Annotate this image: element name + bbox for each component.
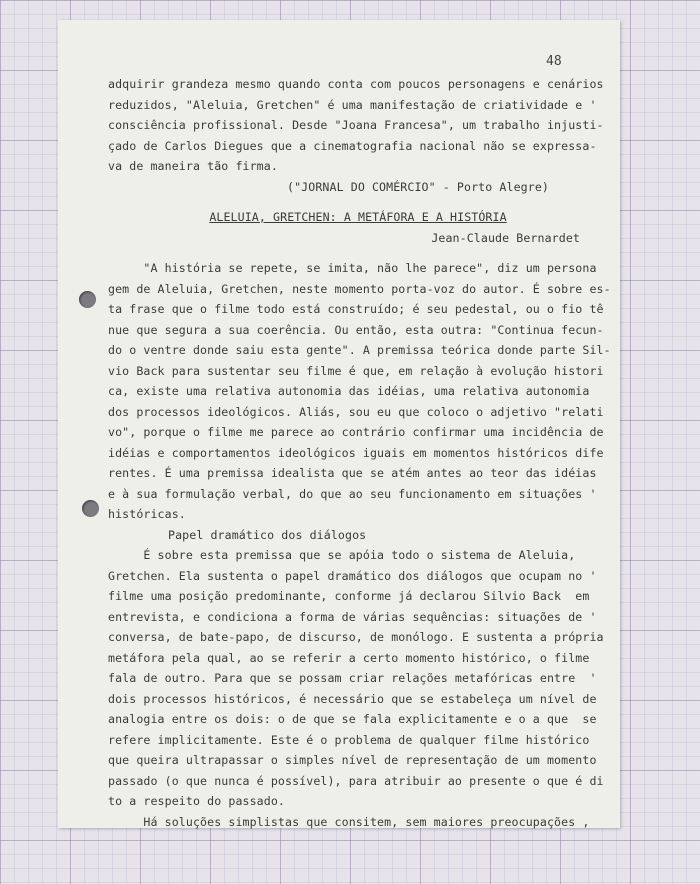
- text-line: reduzidos, "Aleluia, Gretchen" é uma manifestação de criatividade e ': [108, 97, 597, 112]
- text-line: entrevista, e condiciona a forma de várias sequências: situações de ': [108, 609, 597, 624]
- text-line: rentes. É uma premissa idealista que se atém antes ao teor das idéias: [108, 466, 597, 480]
- text-line: passado (o que nunca é possível), para atribuir ao presente o que é di: [108, 773, 604, 788]
- text-line: e à sua formulação verbal, do que ao seu funcionamento em situações ': [108, 486, 597, 501]
- text-line: dos processos ideológicos. Aliás, sou eu que coloco o adjetivo "relati: [108, 404, 604, 419]
- text-line: É sobre esta premissa que se apóia todo o sistema de Aleluia,: [108, 548, 576, 562]
- text-line: va de maneira tão firma.: [108, 159, 278, 173]
- text-line: nue que segura a sua coerência. Ou então, esta outra: "Continua fecun-: [108, 322, 604, 337]
- typewritten-page: [58, 20, 620, 828]
- article-title: ALELUIA, GRETCHEN: A METÁFORA E A HISTÓRIA: [209, 210, 507, 224]
- text-line: dois processos históricos, é necessário que se estabeleça um nível de: [108, 691, 597, 706]
- subheading: Papel dramático dos diálogos: [168, 527, 367, 542]
- text-line: ca, existe uma relativa autonomia das idéias, uma relativa autonomia: [108, 384, 590, 398]
- text-line: fala de outro. Para que se possam criar relações metafóricas entre ': [108, 671, 597, 685]
- text-line: que queira ultrapassar o simples nível de representação de um momento: [108, 753, 597, 767]
- text-line: ta frase que o filme todo está construído; é seu pedestal, ou o fio tê: [108, 302, 604, 316]
- paragraph-4: [108, 812, 608, 833]
- text-line: gem de Aleluia, Gretchen, neste momento porta-voz do autor. É sobre es-: [108, 281, 611, 296]
- punch-hole: [82, 500, 99, 517]
- text-line: vio Back para sustentar seu filme é que, em relação à evolução histori: [108, 363, 604, 378]
- text-line: Há soluções simplistas que consitem, sem maiores preocupações ,: [108, 814, 590, 829]
- paragraph-1: [108, 74, 608, 177]
- text-line: analogia entre os dois: o de que se fala explicitamente e o a que se: [108, 712, 597, 726]
- text-line: históricas.: [108, 507, 186, 521]
- text-line: consciência profissional. Desde "Joana Francesa", um trabalho injusti-: [108, 118, 604, 132]
- text-line: conversa, de bate-papo, de discurso, de monólogo. E sustenta a própria: [108, 630, 604, 644]
- author-name: Jean-Claude Bernardet: [431, 230, 580, 245]
- text-line: "A história se repete, se imita, não lhe parece", diz um persona: [108, 261, 597, 275]
- text-line: Gretchen. Ela sustenta o papel dramático dos diálogos que ocupam no ': [108, 568, 597, 583]
- paragraph-3: [108, 545, 608, 812]
- text-line: do o ventre donde saiu esta gente". A premissa teórica donde parte Sil-: [108, 343, 611, 357]
- text-line: metáfora pela qual, ao se referir a certo momento histórico, o filme: [108, 650, 590, 665]
- text-line: idéias e comportamentos ideológicos iguais em momentos históricos dife: [108, 445, 604, 460]
- text-line: to a respeito do passado.: [108, 794, 286, 808]
- text-line: vo", porque o filme me parece ao contrário confirmar uma incidência de: [108, 425, 604, 439]
- page-text: [108, 74, 611, 832]
- source-citation: ("JORNAL DO COMÉRCIO" - Porto Alegre): [287, 179, 549, 194]
- text-line: filme uma posição predominante, conforme já declarou Silvio Back em: [108, 589, 590, 603]
- text-line: çado de Carlos Diegues que a cinematografia nacional não se expressa-: [108, 138, 597, 153]
- page-number: 48: [546, 54, 562, 69]
- text-line: refere implicitamente. Este é o problema de qualquer filme histórico: [108, 732, 590, 747]
- paragraph-2: [108, 258, 611, 525]
- text-line: adquirir grandeza mesmo quando conta com poucos personagens e cenários: [108, 77, 604, 91]
- punch-hole: [79, 291, 96, 308]
